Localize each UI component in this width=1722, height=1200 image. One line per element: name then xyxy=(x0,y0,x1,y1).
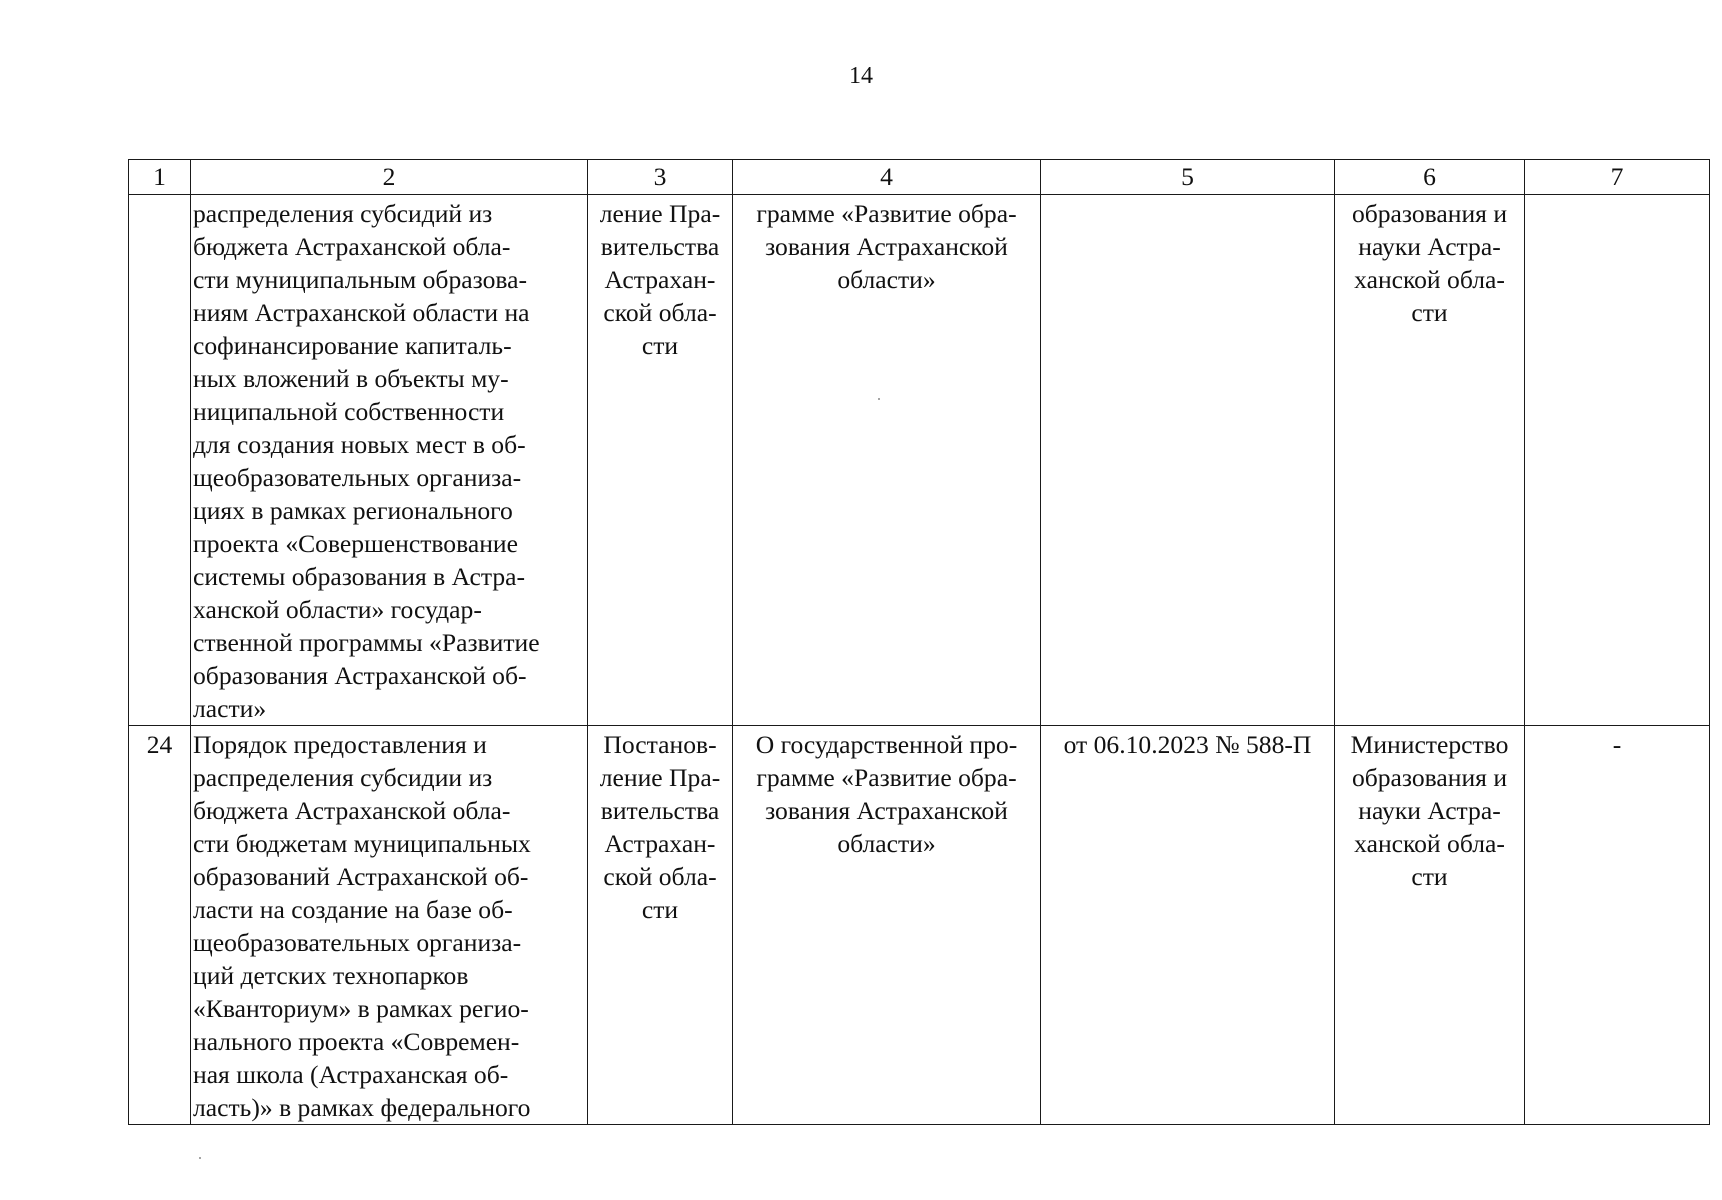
table-row xyxy=(129,726,1710,1125)
scan-speck xyxy=(878,398,880,400)
document-type: Постанов- ление Пра- вительства Астрахан- ской обла- сти xyxy=(599,730,721,924)
column-header: 6 xyxy=(1335,160,1525,195)
document-about: грамме «Развитие обра- зования Астраханской области» xyxy=(756,199,1017,294)
table-row xyxy=(129,195,1710,726)
document-date-cell xyxy=(1041,726,1335,1125)
document-title-cell xyxy=(191,726,588,1125)
document-title: Порядок предоставления и распределения субсидии из бюджета Астраханской обла- сти бюджетам муниципальных образований Астраханской об- ласти на создание на базе об- щеобразовательных организа- ций детских технопарков «Кванториум» в рамках регио- нального проекта «Современ- ная школа (Астраханская об- ласть)» в рамках федерального xyxy=(193,730,531,1122)
regulations-table xyxy=(128,159,1710,1125)
column-header: 2 xyxy=(191,160,588,195)
document-date xyxy=(1041,195,1334,197)
document-title-cell xyxy=(191,195,588,726)
note-cell xyxy=(1525,195,1710,726)
column-header: 4 xyxy=(733,160,1041,195)
authority: Министерство образования и науки Астра- ханской обла- сти xyxy=(1350,730,1509,891)
column-header: 3 xyxy=(588,160,733,195)
document-about: О государственной про- грамме «Развитие обра- зования Астраханской области» xyxy=(755,730,1018,858)
scan-speck xyxy=(199,1157,201,1159)
document-type-cell xyxy=(588,195,733,726)
row-number xyxy=(129,195,190,197)
column-header: 5 xyxy=(1041,160,1335,195)
row-number: 24 xyxy=(146,730,173,759)
authority-cell xyxy=(1335,195,1525,726)
row-number-cell xyxy=(129,726,191,1125)
document-type-cell xyxy=(588,726,733,1125)
page-number: 14 xyxy=(849,63,873,89)
document-date: от 06.10.2023 № 588-П xyxy=(1063,730,1312,759)
authority: образования и науки Астра- ханской обла- сти xyxy=(1351,199,1508,327)
authority-cell xyxy=(1335,726,1525,1125)
row-number-cell xyxy=(129,195,191,726)
note-cell xyxy=(1525,726,1710,1125)
note: - xyxy=(1612,730,1622,759)
document-date-cell xyxy=(1041,195,1335,726)
document-type: ление Пра- вительства Астрахан- ской обла- сти xyxy=(599,199,721,360)
document-about-cell xyxy=(733,726,1041,1125)
document-about-cell xyxy=(733,195,1041,726)
column-header: 1 xyxy=(129,160,191,195)
note xyxy=(1525,195,1709,197)
document-title: распределения субсидий из бюджета Астраханской обла- сти муниципальным образова- ниям Астраханской области на софинансирование капиталь- ных вложений в объекты му- ниципальной собственности для создания новых мест в об- щеобразовательных организа- циях в рамках регионального проекта «Совершенствование системы образования в Астра- ханской области» государ- ственной программы «Развитие образования Астраханской об- ласти» xyxy=(193,199,540,723)
table-header-row xyxy=(129,160,1710,195)
column-header: 7 xyxy=(1525,160,1710,195)
